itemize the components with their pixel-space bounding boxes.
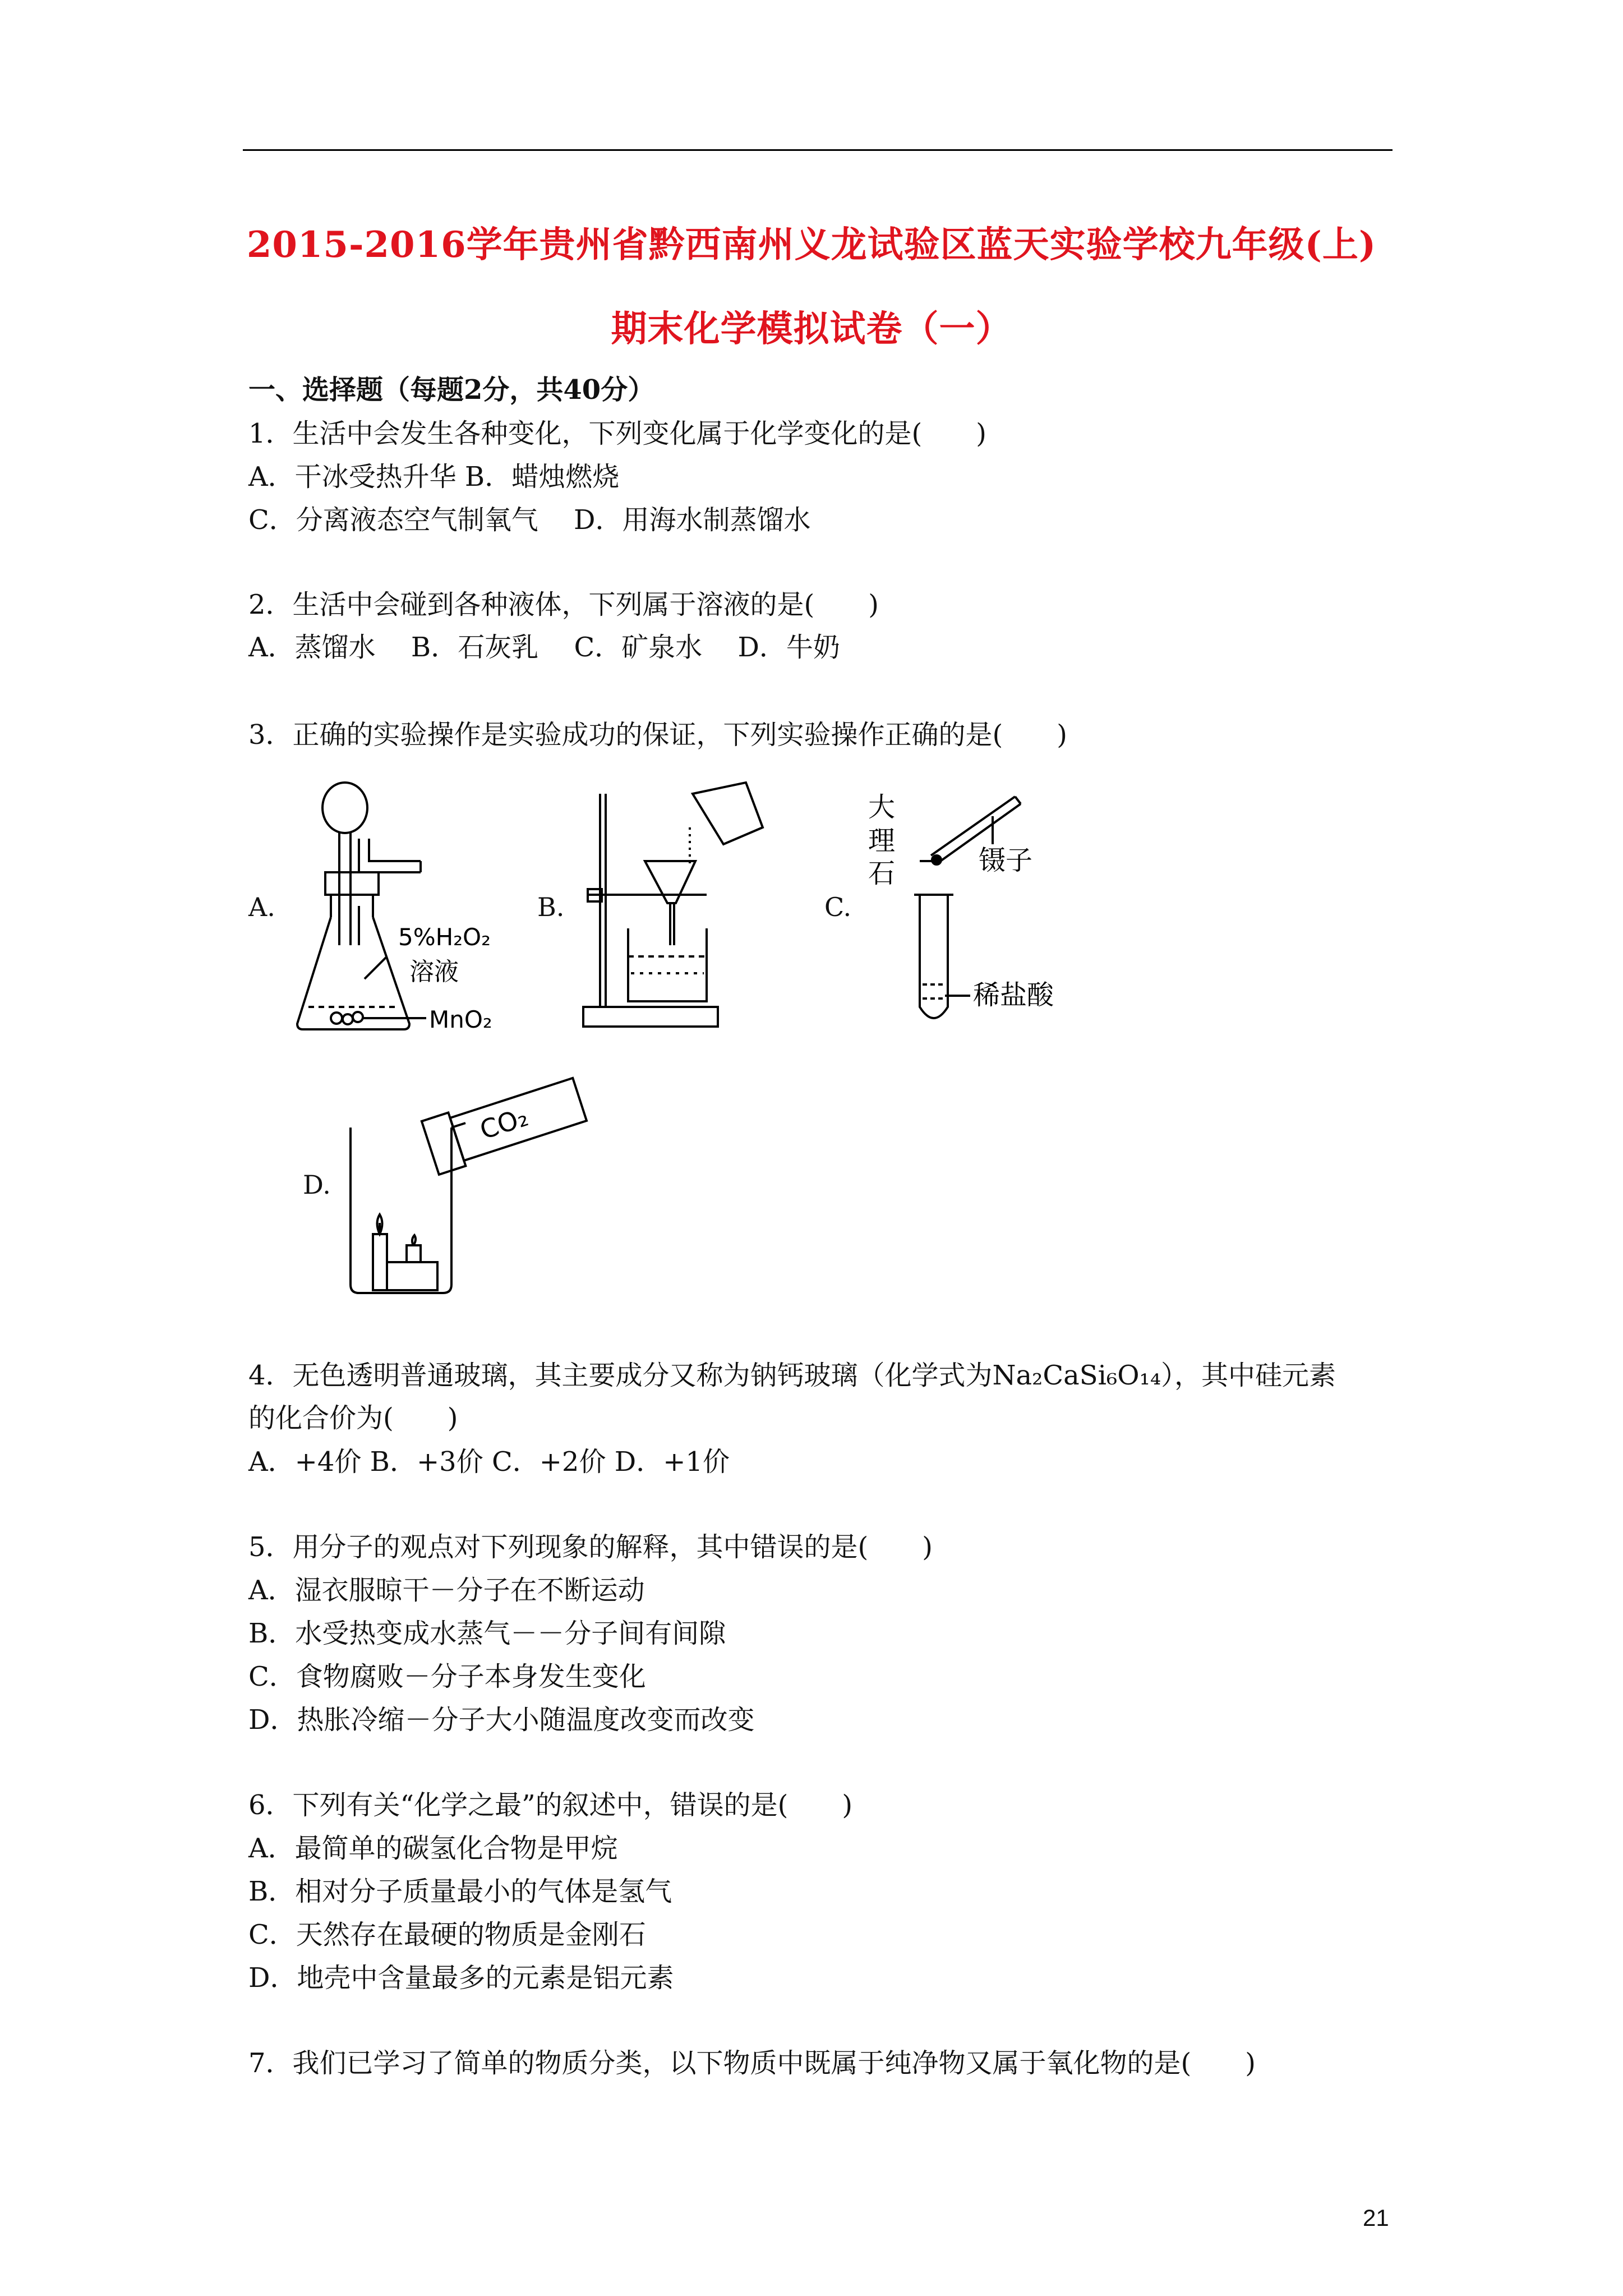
label-marble-1: 大 xyxy=(868,792,896,823)
question-5-option-d: D．热胀冷缩－分子大小随温度改变而改变 xyxy=(248,1704,755,1736)
label-h2o2: 5%H₂O₂ xyxy=(398,923,491,951)
label-co2: CO₂ xyxy=(476,1101,532,1145)
question-5-option-b: B．水受热变成水蒸气－－分子间有间隙 xyxy=(248,1618,726,1649)
question-2-option-line-1: A．蒸馏水 B．石灰乳 C．矿泉水 D．牛奶 xyxy=(248,632,840,663)
question-4-stem: 4．无色透明普通玻璃，其主要成分又称为钠钙玻璃（化学式为Na₂CaSi₆O₁₄），其中硅元素 xyxy=(248,1360,1336,1391)
question-1-stem: 1．生活中会发生各种变化，下列变化属于化学变化的是( ) xyxy=(248,418,986,449)
figure-c-test-tube-apparatus xyxy=(858,777,1150,1035)
label-mno2: MnO₂ xyxy=(429,1006,492,1033)
header-rule xyxy=(243,149,1393,151)
figure-a-flask-apparatus xyxy=(292,777,527,1041)
figure-b-filtration-apparatus xyxy=(578,777,813,1035)
question-6-option-c: C．天然存在最硬的物质是金刚石 xyxy=(248,1919,646,1950)
question-6-option-b: B．相对分子质量最小的气体是氢气 xyxy=(248,1876,672,1907)
question-4-stem-continued: 的化合价为( ) xyxy=(248,1402,458,1434)
question-1-option-line-2: C．分离液态空气制氧气 D．用海水制蒸馏水 xyxy=(248,504,811,536)
question-5-option-c: C．食物腐败－分子本身发生变化 xyxy=(248,1661,646,1692)
question-7-stem: 7．我们已学习了简单的物质分类，以下物质中既属于纯净物又属于氧化物的是( ) xyxy=(248,2047,1256,2079)
question-3-option-a-letter: A. xyxy=(248,892,275,922)
question-6-option-a: A．最简单的碳氢化合物是甲烷 xyxy=(248,1833,618,1864)
figure-d-co2-candle-apparatus xyxy=(342,1077,611,1301)
question-6-option-d: D．地壳中含量最多的元素是铝元素 xyxy=(248,1962,674,1994)
label-tweezers: 镊子 xyxy=(979,845,1033,876)
page-number: 21 xyxy=(1363,2205,1389,2231)
exam-title-line-1: 2015-2016学年贵州省黔西南州义龙试验区蓝天实验学校九年级(上) xyxy=(246,224,1377,266)
label-marble-3: 石 xyxy=(868,858,896,889)
question-3-option-b-letter: B. xyxy=(537,892,565,922)
question-3-stem: 3．正确的实验操作是实验成功的保证，下列实验操作正确的是( ) xyxy=(248,719,1067,751)
question-4-option-line-1: A．+4价 B．+3价 C．+2价 D．+1价 xyxy=(248,1446,730,1478)
question-6-stem: 6．下列有关“化学之最”的叙述中，错误的是( ) xyxy=(248,1789,853,1821)
question-3-option-d-letter: D. xyxy=(303,1170,331,1200)
section-heading: 一、选择题（每题2分，共40分） xyxy=(248,374,655,406)
label-solution: 溶液 xyxy=(409,958,459,986)
label-dilute-hcl: 稀盐酸 xyxy=(973,979,1054,1011)
question-5-option-a: A．湿衣服晾干－分子在不断运动 xyxy=(248,1575,645,1606)
question-5-stem: 5．用分子的观点对下列现象的解释，其中错误的是( ) xyxy=(248,1531,933,1563)
question-1-option-line-1: A．干冰受热升华 B．蜡烛燃烧 xyxy=(248,461,620,493)
label-marble-2: 理 xyxy=(868,825,896,857)
question-2-stem: 2．生活中会碰到各种液体，下列属于溶液的是( ) xyxy=(248,589,879,620)
question-3-option-c-letter: C. xyxy=(824,892,852,922)
exam-title-line-2: 期末化学模拟试卷（一） xyxy=(611,308,1012,350)
